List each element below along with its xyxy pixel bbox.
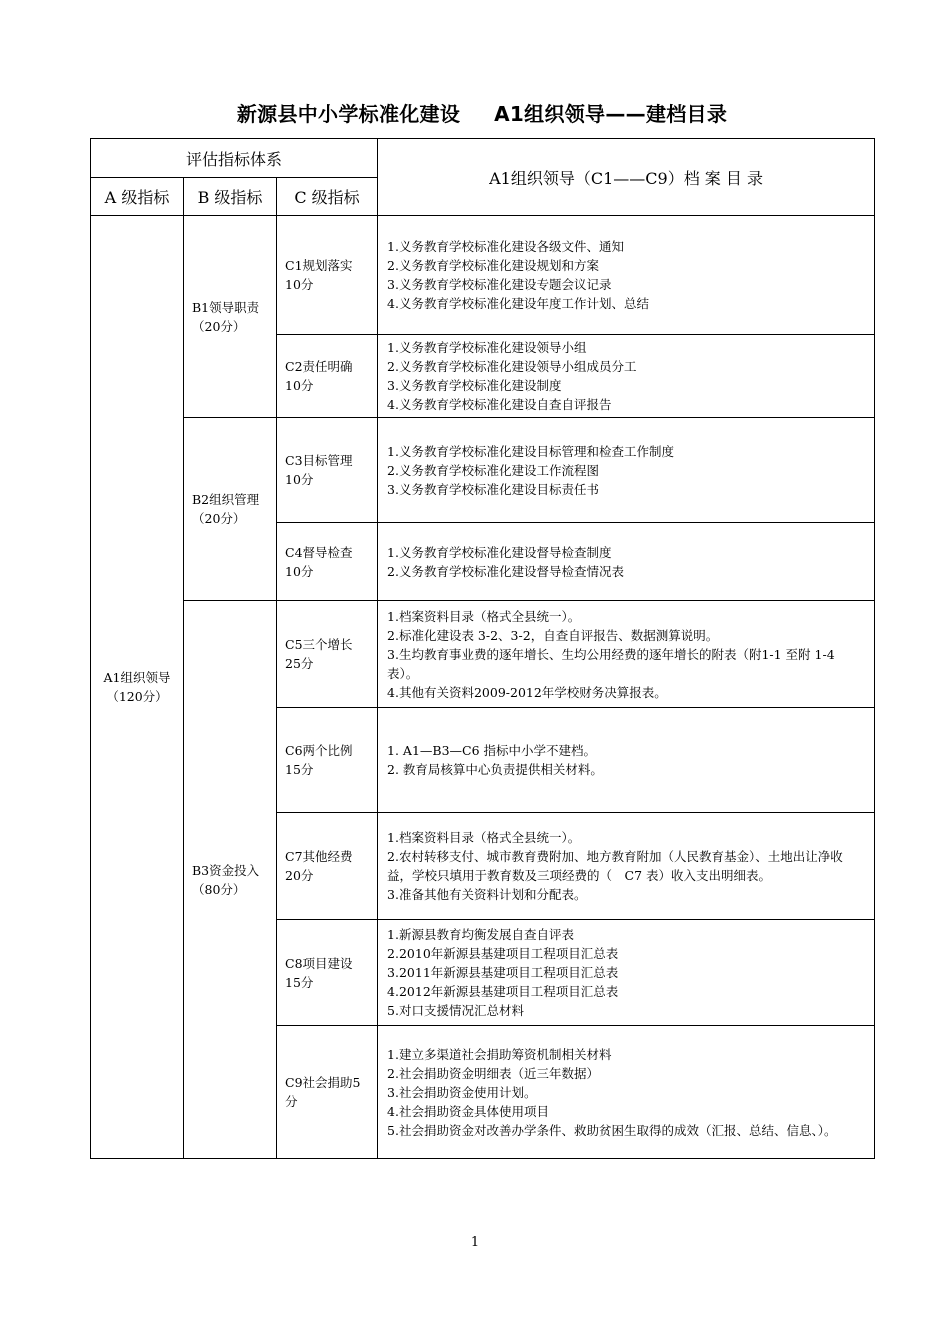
a1-cell <box>91 216 184 1159</box>
c2-score: 10分 <box>285 378 314 393</box>
list-item: 3.义务教育学校标准化建设制度 <box>387 378 562 393</box>
list-item: 1.义务教育学校标准化建设目标管理和检查工作制度 <box>387 443 674 459</box>
c8-name: C8项目建设 <box>285 955 353 971</box>
list-item: 1.义务教育学校标准化建设督导检查制度 <box>387 544 612 560</box>
list-item: 4.社会捐助资金具体使用项目 <box>387 1103 549 1119</box>
list-item: 2. 教育局核算中心负责提供相关材料。 <box>387 762 603 777</box>
c3-items <box>378 418 875 523</box>
list-item: 5.对口支援情况汇总材料 <box>387 1003 524 1018</box>
c9-score: 分 <box>285 1094 298 1109</box>
c2-cell <box>277 335 378 418</box>
c9-cell <box>277 1026 378 1159</box>
b2-cell <box>184 418 277 601</box>
b1-cell <box>184 216 277 418</box>
list-item: 2.农村转移支付、城市教育费附加、地方教育附加（人民教育基金）、土地出让净收益，学校只填用于教育数及三项经费的（ C7 表）收入支出明细表。 <box>387 849 843 883</box>
list-item: 2.社会捐助资金明细表（近三年数据） <box>387 1065 599 1081</box>
header-system: 评估指标体系 <box>91 139 378 178</box>
list-item: 2.义务教育学校标准化建设领导小组成员分工 <box>387 359 637 374</box>
list-item: 3.准备其他有关资料计划和分配表。 <box>387 887 587 902</box>
c5-items <box>378 601 875 708</box>
c6-name: C6两个比例 <box>285 743 353 758</box>
list-item: 3.义务教育学校标准化建设专题会议记录 <box>387 277 612 292</box>
header-b-level: B 级指标 <box>184 178 277 216</box>
c7-name: C7其他经费 <box>285 849 353 864</box>
list-item: 1.档案资料目录（格式全县统一）。 <box>387 830 581 845</box>
header-c-level: C 级指标 <box>277 178 378 216</box>
c1-name: C1规划落实 <box>285 258 353 273</box>
c9-name: C9社会捐助5 <box>285 1075 361 1090</box>
c1-items <box>378 216 875 335</box>
c6-score: 15分 <box>285 762 314 777</box>
c5-name: C5三个增长 <box>285 637 353 652</box>
c6-cell <box>277 708 378 813</box>
c3-cell <box>277 418 378 523</box>
b2-name: B2组织管理 <box>192 492 260 507</box>
c8-cell <box>277 920 378 1026</box>
title-right: A1组织领导——建档目录 <box>494 102 728 126</box>
b3-name: B3资金投入 <box>192 862 260 878</box>
list-item: 1.义务教育学校标准化建设各级文件、通知 <box>387 239 624 254</box>
a1-score: （120分） <box>106 689 168 704</box>
c2-name: C2责任明确 <box>285 359 353 374</box>
list-item: 4.义务教育学校标准化建设自查自评报告 <box>387 397 612 412</box>
list-item: 1. A1—B3—C6 指标中小学不建档。 <box>387 743 597 758</box>
list-item: 5.社会捐助资金对改善办学条件、救助贫困生取得的成效（汇报、总结、信息、）。 <box>387 1122 837 1138</box>
list-item: 2.义务教育学校标准化建设规划和方案 <box>387 258 599 273</box>
b3-cell <box>184 601 277 1159</box>
title-left: 新源县中小学标准化建设 <box>236 102 461 126</box>
c4-cell <box>277 523 378 601</box>
b1-score: （20分） <box>192 318 246 334</box>
c5-cell <box>277 601 378 708</box>
c2-items <box>378 335 875 418</box>
c9-items <box>378 1026 875 1159</box>
c8-score: 15分 <box>285 974 314 990</box>
list-item: 3.生均教育事业费的逐年增长、生均公用经费的逐年增长的附表（附1-1 至附 1-4 表）。 <box>387 646 835 681</box>
list-item: 2.义务教育学校标准化建设工作流程图 <box>387 462 599 478</box>
a1-name: A1组织领导 <box>103 670 171 685</box>
c6-items <box>378 708 875 813</box>
list-item: 4.义务教育学校标准化建设年度工作计划、总结 <box>387 296 649 311</box>
page-title <box>90 98 874 127</box>
c4-score: 10分 <box>285 563 314 579</box>
list-item: 2.标准化建设表 3-2、3-2，自查自评报告、数据测算说明。 <box>387 627 719 643</box>
list-item: 3.2011年新源县基建项目工程项目汇总表 <box>387 965 619 980</box>
list-item: 1.建立多渠道社会捐助筹资机制相关材料 <box>387 1046 612 1062</box>
list-item: 4.2012年新源县基建项目工程项目汇总表 <box>387 984 619 999</box>
c4-items <box>378 523 875 601</box>
list-item: 1.新源县教育均衡发展自查自评表 <box>387 927 574 942</box>
c8-items <box>378 920 875 1026</box>
c7-score: 20分 <box>285 868 314 883</box>
list-item: 1.义务教育学校标准化建设领导小组 <box>387 340 587 355</box>
b2-score: （20分） <box>192 511 246 526</box>
list-item: 2.义务教育学校标准化建设督导检查情况表 <box>387 563 624 579</box>
c5-score: 25分 <box>285 656 314 671</box>
c4-name: C4督导检查 <box>285 544 353 560</box>
c1-cell <box>277 216 378 335</box>
page-number: 1 <box>470 1235 480 1250</box>
catalog-table <box>90 138 875 1159</box>
c3-score: 10分 <box>285 472 314 487</box>
header-a-level: A 级指标 <box>91 178 184 216</box>
b1-name: B1领导职责 <box>192 299 260 315</box>
list-item: 2.2010年新源县基建项目工程项目汇总表 <box>387 946 619 961</box>
c7-items <box>378 813 875 920</box>
c1-score: 10分 <box>285 277 314 292</box>
list-item: 1.档案资料目录（格式全县统一）。 <box>387 608 581 624</box>
c7-cell <box>277 813 378 920</box>
c3-name: C3目标管理 <box>285 453 353 468</box>
b3-score: （80分） <box>192 881 246 897</box>
list-item: 3.社会捐助资金使用计划。 <box>387 1084 537 1100</box>
list-item: 4.其他有关资料2009-2012年学校财务决算报表。 <box>387 684 667 700</box>
header-catalog: A1组织领导（C1——C9）档 案 目 录 <box>378 139 875 216</box>
list-item: 3.义务教育学校标准化建设目标责任书 <box>387 481 599 497</box>
